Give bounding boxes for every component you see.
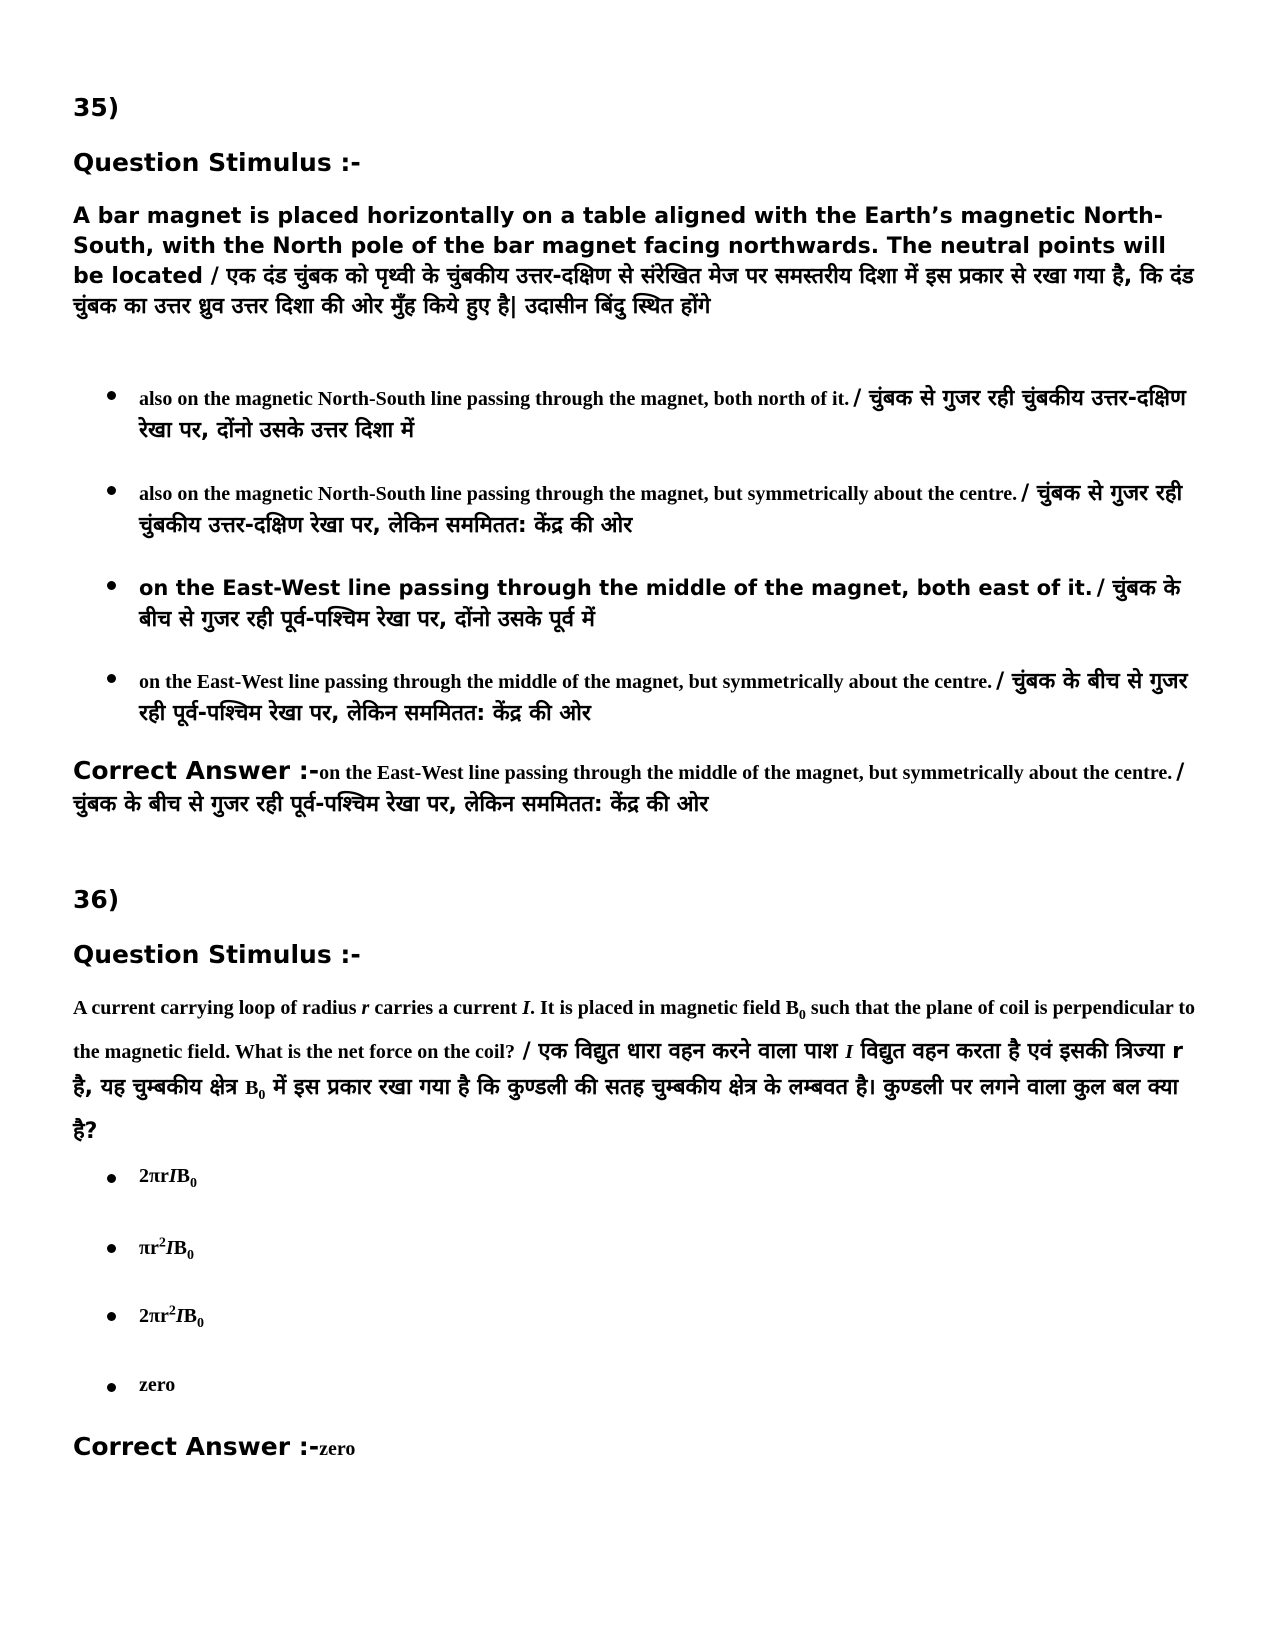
- bullet-icon: [107, 1383, 116, 1392]
- formula-part: πr: [139, 1236, 159, 1259]
- option-formula: [139, 1235, 194, 1263]
- bullet-icon: [107, 1244, 116, 1253]
- options-list-35d: [73, 665, 1203, 727]
- correct-answer-text-hi: / चुंबक के बीच से गुजर रही पूर्व-पश्चिम रेखा पर, लेकिन सममितत: केंद्र की ओर: [73, 760, 1185, 817]
- correct-answer-label: Correct Answer :-: [73, 1432, 320, 1461]
- option-text-en: also on the magnetic North-South line passing through the magnet, but symmetrically about the centre.: [139, 483, 1018, 505]
- bullet-icon: [107, 1174, 116, 1183]
- correct-answer-36: [73, 1432, 1203, 1464]
- options-list-35b: [73, 477, 1203, 539]
- question-stem: [73, 990, 1203, 1150]
- stem-var-i: I: [522, 997, 531, 1019]
- stem-text-hi: में इस प्रकार रखा गया है कि कुण्डली की सतह चुम्बकीय क्षेत्र के लम्बवत है। कुण्डली पर लगने वाला कुल बल क्या है?: [73, 1075, 1179, 1144]
- option-text-hi: / चुंबक से गुजर रही चुंबकीय उत्तर-दक्षिण रेखा पर, दोंनो उसके उत्तर दिशा में: [139, 386, 1186, 443]
- option-36-1[interactable]: [73, 1165, 1203, 1192]
- correct-answer-text-en: on the East-West line passing through the middle of the magnet, but symmetrically about the centre.: [319, 762, 1173, 784]
- question-stem-36: [73, 990, 1203, 1150]
- option-35-3[interactable]: [73, 572, 1203, 633]
- formula-part: 2πr: [139, 1304, 169, 1327]
- options-list-36c: [73, 1303, 1203, 1332]
- options-list-35: [73, 382, 1203, 444]
- option-text: zero: [139, 1374, 176, 1396]
- bullet-icon: [107, 391, 116, 400]
- stem-subscript: 0: [258, 1088, 266, 1103]
- formula-var-b: B: [176, 1165, 190, 1187]
- question-number-36: 36): [73, 885, 120, 914]
- option-36-3[interactable]: [73, 1303, 1203, 1332]
- stimulus-label-36: Question Stimulus :-: [73, 940, 361, 969]
- formula-subscript: 0: [186, 1247, 194, 1263]
- options-list-35c: [73, 572, 1203, 633]
- stem-var-i: I: [845, 1041, 853, 1063]
- stem-text: carries a current: [369, 997, 523, 1019]
- question-number: [73, 885, 1203, 914]
- formula-var-i: I: [165, 1236, 174, 1259]
- formula-superscript: 2: [158, 1235, 166, 1250]
- formula-part: 2πr: [139, 1165, 169, 1187]
- correct-answer-label: Correct Answer :-: [73, 756, 320, 785]
- option-text-hi: / चुंबक के बीच से गुजर रही पूर्व-पश्चिम रेखा पर, लेकिन सममितत: केंद्र की ओर: [139, 669, 1188, 726]
- correct-answer-35: [73, 756, 1203, 818]
- bullet-icon: [107, 1312, 116, 1321]
- option-text-hi: / चुंबक से गुजर रही चुंबकीय उत्तर-दक्षिण रेखा पर, लेकिन सममितत: केंद्र की ओर: [139, 481, 1183, 538]
- question-stem-35: A bar magnet is placed horizontally on a table aligned with the Earth’s magnetic North-South, with the North pole of the bar magnet facing northwards. The neutral points will be located / एक दंड चुंबक को पृथ्वी के चुंबकीय उत्तर-दक्षिण से संरेखित मेज पर समस्तरीय दिशा में इस प्रकार से रखा गया है, कि दंड चुंबक का उत्तर ध्रुव उत्तर दिशा की ओर मुँह किये हुए है| उदासीन बिंदु स्थित होंगे: [73, 204, 1194, 319]
- option-35-2[interactable]: [73, 477, 1203, 539]
- formula-subscript: 0: [189, 1176, 197, 1191]
- stem-subscript: 0: [798, 1008, 806, 1023]
- options-list-36a: [73, 1165, 1203, 1192]
- stimulus-label-35: Question Stimulus :-: [73, 148, 361, 177]
- question-stimulus-label: [73, 148, 1203, 177]
- option-35-1[interactable]: [73, 382, 1203, 444]
- stem-text-hi: विद्युत वहन करता है एवं इसकी त्रिज्या r है, यह चुम्बकीय क्षेत्र: [73, 1039, 1183, 1100]
- option-35-4[interactable]: [73, 665, 1203, 727]
- option-formula: [139, 1165, 197, 1191]
- formula-var-i: I: [168, 1165, 177, 1187]
- formula-subscript: 0: [196, 1315, 204, 1331]
- formula-var-b: B: [173, 1236, 187, 1259]
- stem-text-hi: / एक विद्युत धारा वहन करने वाला पाश: [514, 1039, 846, 1064]
- option-36-4[interactable]: [73, 1374, 1203, 1397]
- option-formula: [139, 1303, 204, 1331]
- bullet-icon: [107, 581, 116, 590]
- option-36-2[interactable]: [73, 1235, 1203, 1264]
- stem-var-r: r: [361, 997, 370, 1019]
- option-text-en: also on the magnetic North-South line passing through the magnet, both north of it.: [139, 388, 850, 410]
- options-list-36d: [73, 1374, 1203, 1397]
- bullet-icon: [107, 486, 116, 495]
- bullet-icon: [107, 674, 116, 683]
- option-text-en: on the East-West line passing through the middle of the magnet, but symmetrically about the centre.: [139, 671, 993, 693]
- question-stem: [73, 202, 1203, 322]
- question-number: [73, 93, 1203, 122]
- correct-answer-text: zero: [319, 1438, 356, 1460]
- question-stimulus-label: [73, 940, 1203, 969]
- option-text-hi: / चुंबक के बीच से गुजर रही पूर्व-पश्चिम रेखा पर, दोंनो उसके पूर्व में: [139, 576, 1181, 632]
- question-number-35: 35): [73, 93, 120, 122]
- formula-var-i: I: [175, 1304, 184, 1327]
- formula-var-b: B: [183, 1304, 197, 1327]
- stem-text: A current carrying loop of radius: [73, 997, 362, 1019]
- formula-superscript: 2: [168, 1303, 176, 1318]
- options-list-36b: [73, 1235, 1203, 1264]
- option-text-en: on the East-West line passing through the middle of the magnet, both east of it.: [139, 576, 1093, 600]
- stem-text: such that the plane of coil is perpendicular to the magnetic field. What is the net force on the coil?: [73, 997, 1195, 1063]
- stem-text: . It is placed in magnetic field B: [530, 997, 799, 1019]
- stem-var-b: B: [245, 1077, 259, 1099]
